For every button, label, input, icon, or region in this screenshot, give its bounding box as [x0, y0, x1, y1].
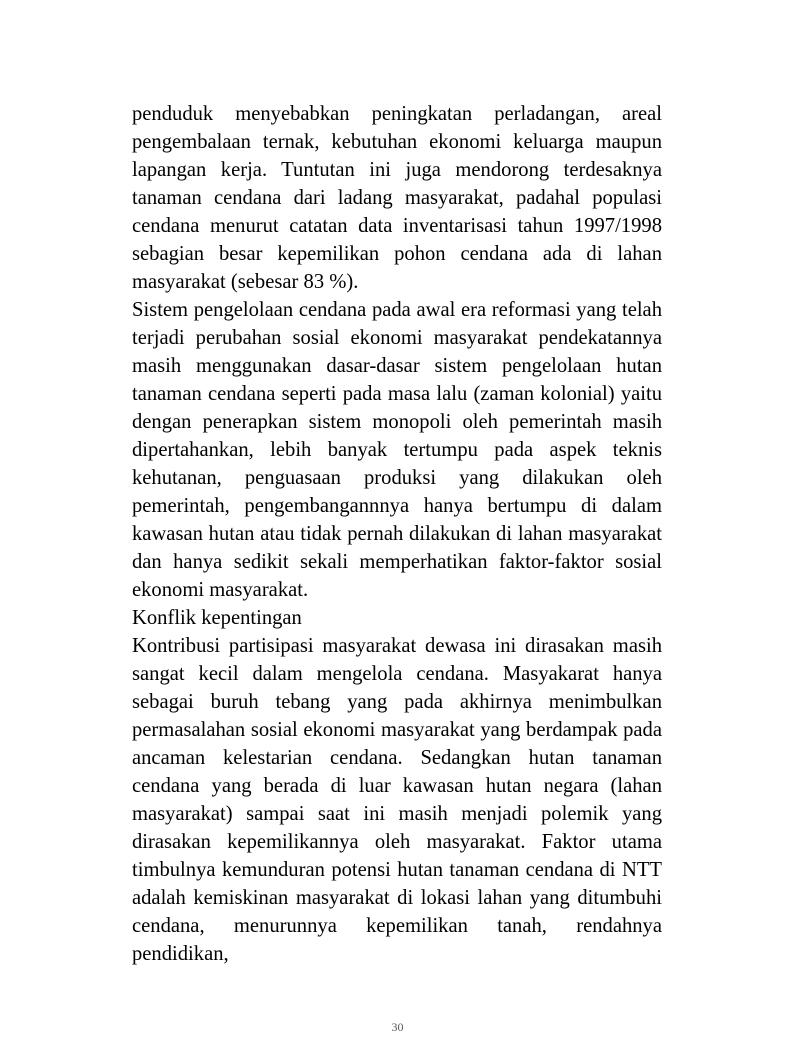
paragraph-management-system: Sistem pengelolaan cendana pada awal era reformasi yang telah terjadi perubahan sosial ekonomi masyarakat pendekatannya masih menggunakan dasar-dasar sistem pengelolaan hutan tanaman cendana seperti pada masa lalu (zaman kolonial) yaitu dengan penerapkan sistem monopoli oleh pemerintah masih dipertahankan, lebih banyak tertumpu pada aspek teknis kehutanan, penguasaan produksi yang dilakukan oleh pemerintah, pengembangannnya hanya bertumpu di dalam kawasan hutan atau tidak pernah dilakukan di lahan masyarakat dan hanya sedikit sekali memperhatikan faktor-faktor sosial ekonomi masyarakat.	[132, 299, 662, 601]
section-heading: Konflik kepentingan	[132, 607, 302, 629]
paragraph-community-participation: Kontribusi partisipasi masyarakat dewasa ini dirasakan masih sangat kecil dalam mengelola cendana. Masyakarat hanya sebagai buruh tebang yang pada akhirnya menimbulkan permasalahan sosial ekonomi masyarakat yang berdampak pada ancaman kelestarian cendana. Sedangkan hutan tanaman cendana yang berada di luar kawasan hutan negara (lahan masyarakat) sampai saat ini masih menjadi polemik yang dirasakan kepemilikannya oleh masyarakat. Faktor utama timbulnya kemunduran potensi hutan tanaman cendana di NTT adalah kemiskinan masyarakat di lokasi lahan yang ditumbuhi cendana, menurunnya kepemilikan tanah, rendahnya pendidikan,	[132, 635, 662, 965]
paragraph-population-pressure: penduduk menyebabkan peningkatan perladangan, areal pengembalaan ternak, kebutuhan ekonomi keluarga maupun lapangan kerja. Tuntutan ini juga mendorong terdesaknya tanaman cendana dari ladang masyarakat, padahal populasi cendana menurut catatan data inventarisasi tahun 1997/1998 sebagian besar kepemilikan pohon cendana ada di lahan masyarakat (sebesar 83 %).	[132, 103, 662, 293]
page-body	[132, 100, 662, 968]
page-number: 30	[391, 1020, 404, 1034]
